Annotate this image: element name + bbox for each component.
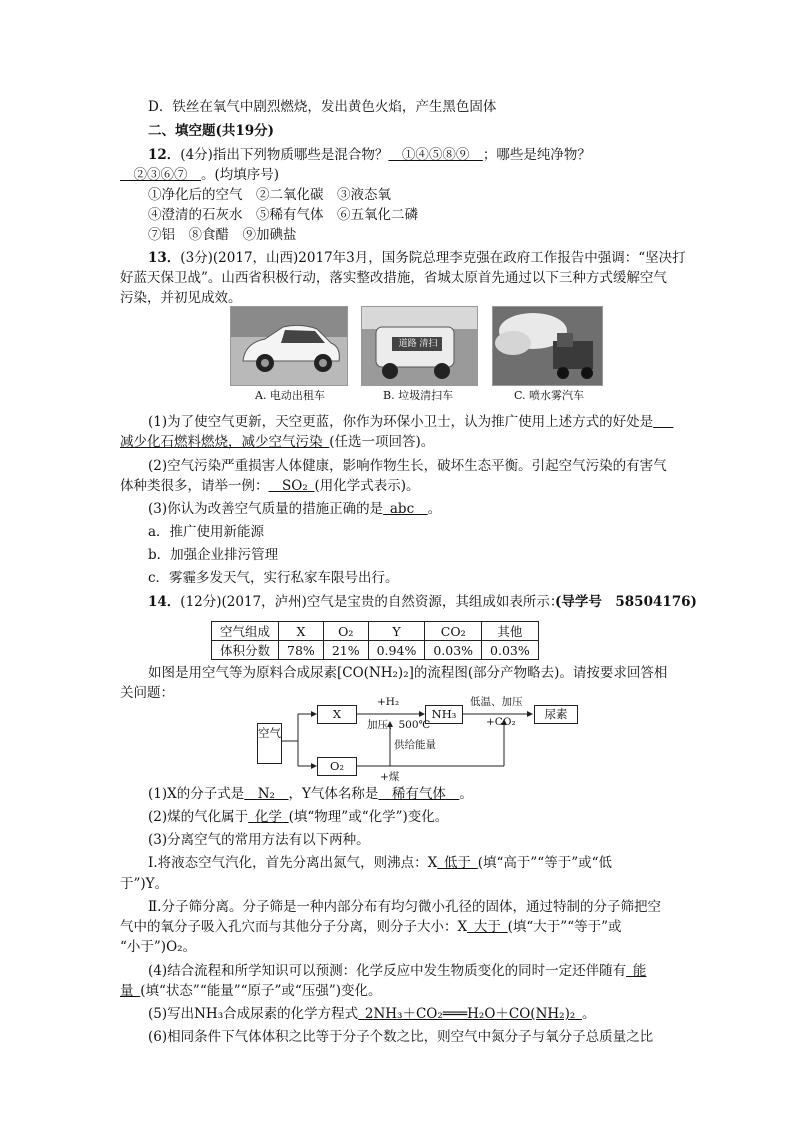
- q12-line1: [148, 145, 591, 165]
- q14-q3: (3)分离空气的常用方法有以下两种。: [148, 832, 370, 848]
- q13-p2-line1: (2)空气污染严重损害人体健康，影响作物生长，破坏生态平衡。引起空气污染的有害气: [148, 458, 667, 474]
- table-cell: 体积分数: [212, 641, 279, 660]
- q14-q3-ii-line3: “小于”)O₂。: [120, 939, 197, 955]
- flow-box-o2: O₂: [317, 757, 357, 776]
- q14-q1: (1)X的分子式是 N₂ ，Y气体名称是 稀有气体 。: [148, 786, 473, 802]
- q13-line2: 好蓝天保卫战”。山西省积极行动，落实整改措施，省城太原首先通过以下三种方式缓解空气: [120, 270, 667, 286]
- table-cell: 21%: [323, 641, 368, 660]
- table-row: [212, 641, 539, 660]
- flow-label-coal: +煤: [380, 771, 400, 783]
- q14-q4-answer-part1: 能: [632, 963, 647, 979]
- flow-label-co2: +CO₂: [486, 716, 516, 728]
- q12-prompt: (4分)指出下列物质哪些是混合物？: [180, 147, 389, 163]
- table-cell: 0.03%: [482, 641, 539, 660]
- q14-q3-i: Ⅰ.将液态空气汽化，首先分离出氮气，则沸点：X 低于 (填“高于”“等于”或“低: [148, 855, 613, 871]
- q12-items-3: ⑦铝 ⑧食醋 ⑨加碘盐: [148, 227, 297, 243]
- q12-answer-mixture: ①④⑤⑧⑨: [401, 147, 470, 163]
- q14-q5: (5)写出NH₃合成尿素的化学方程式 2NH₃＋CO₂═══H₂O＋CO(NH₂)₂ 。: [148, 1006, 596, 1022]
- q14-q1-answer-y: 稀有气体: [391, 786, 446, 802]
- table-cell: O₂: [323, 622, 368, 641]
- flow-box-nh3: NH₃: [425, 705, 463, 724]
- flow-box-x: X: [317, 705, 357, 724]
- q14-intro1: 如图是用空气等为原料合成尿素[CO(NH₂)₂]的流程图(部分产物略去)。请按要求回答相: [148, 665, 668, 681]
- q14-q2-answer: 化学: [254, 809, 282, 825]
- air-composition-table: [211, 621, 539, 660]
- q12-number: 12．: [148, 147, 181, 163]
- q12-note: 。(均填序号): [201, 167, 280, 183]
- q14-q2: (2)煤的气化属于 化学 (填“物理”或“化学”)变化。: [148, 809, 449, 825]
- q14-q3-i-cont: 于”)Y。: [120, 876, 169, 892]
- q13-p2-line2: 体种类很多，请举一例： SO₂ (用化学式表示)。: [120, 478, 420, 494]
- flow-label-h2: +H₂: [377, 696, 400, 708]
- q12-prompt-mid: ；哪些是纯净物？: [482, 147, 591, 163]
- q13-line1: 13．(3分)(2017，山西)2017年3月，国务院总理李克强在政府工作报告中强调：“坚决打: [148, 250, 686, 266]
- q13-option-b: b．加强企业排污管理: [148, 547, 279, 563]
- q12-items-2: ④澄清的石灰水 ⑤稀有气体 ⑥五氧化二磷: [148, 207, 418, 223]
- q14-q3-ii-answer: 大于: [473, 919, 501, 935]
- caption-c: C. 喷水雾汽车: [514, 389, 585, 402]
- caption-a: A. 电动出租车: [255, 389, 325, 402]
- table-cell: 78%: [279, 641, 324, 660]
- table-cell: 空气组成: [212, 622, 279, 641]
- q12-line2: [120, 165, 279, 185]
- q14-q6: (6)相同条件下气体体积之比等于分子个数之比，则空气中氮分子与氧分子总质量之比: [148, 1029, 654, 1045]
- q14-guide-number: (导学号 58504176): [555, 594, 697, 610]
- q13-number: 13: [148, 250, 167, 266]
- q14-q1-answer-x: N₂: [257, 786, 275, 802]
- q14-q3-ii-line2: 气中的氧分子吸入孔穴而与其他分子分离，则分子大小：X 大于 (填“大于”“等于”或: [120, 919, 622, 935]
- q11-option-d: D．铁丝在氧气中剧烈燃烧，发出黄色火焰，产生黑色固体: [148, 99, 497, 115]
- table-cell: Y: [368, 622, 425, 641]
- q13-line3: 污染，并初见成效。: [120, 290, 242, 306]
- q14-line1: 14．(12分)(2017，泸州)空气是宝贵的自然资源，其组成如表所示：: [148, 594, 564, 610]
- q14-q3-i-answer: 低于: [443, 855, 471, 871]
- q12-answer-pure: ②③⑥⑦: [133, 167, 188, 183]
- q14-q4-line2: 量 (填“状态”“能量”“原子”或“压强”)变化。: [120, 983, 382, 999]
- q13-option-a: a．推广使用新能源: [148, 524, 265, 540]
- flow-label-cond2: 低温、加压: [470, 696, 523, 708]
- q13-p1-line2: 减少化石燃料燃烧，减少空气污染 (任选一项回答)。: [120, 434, 435, 450]
- q13-p1-answer: 减少化石燃料燃烧，减少空气污染: [120, 434, 323, 450]
- flow-label-energy: 供给能量: [394, 739, 436, 751]
- q14-intro2: 关问题：: [120, 685, 174, 701]
- q13-p1-line1: (1)为了使空气更新，天空更蓝，你作为环保小卫士，认为推广使用上述方式的好处是: [148, 414, 654, 430]
- q13-p3-answer: abc: [389, 501, 415, 517]
- photo-electric-taxi: [230, 306, 348, 386]
- table-cell: 0.03%: [425, 641, 482, 660]
- flow-box-urea: 尿素: [534, 705, 578, 724]
- flow-label-cond1: 加压、500℃: [367, 719, 431, 731]
- q12-items-1: ①净化后的空气 ②二氧化碳 ③液态氧: [148, 187, 391, 203]
- table-cell: X: [279, 622, 324, 641]
- q14-q4-line1: (4)结合流程和所学知识可以预测：化学反应中发生物质变化的同时一定还伴随有 能: [148, 963, 647, 979]
- q13-p2-answer: SO₂: [282, 478, 308, 494]
- truck-sign: 道路 清扫: [398, 339, 438, 349]
- section-title: 二、填空题(共19分): [148, 123, 275, 139]
- caption-b: B. 垃圾清扫车: [383, 389, 454, 402]
- q14-q4-answer-part2: 量: [120, 983, 134, 999]
- q14-q3-ii-line1: Ⅱ.分子筛分离。分子筛是一种内部分布有均匀微小孔径的固体，通过特制的分子筛把空: [148, 899, 661, 915]
- q13-p3: (3)你认为改善空气质量的措施正确的是 abc 。: [148, 501, 442, 517]
- flow-box-air: 空气: [257, 723, 282, 764]
- table-cell: 0.94%: [368, 641, 425, 660]
- table-cell: CO₂: [425, 622, 482, 641]
- photo-mist-cannon-truck: [492, 306, 603, 386]
- photo-street-sweeper: [361, 306, 478, 386]
- table-cell: 其他: [482, 622, 539, 641]
- q13-option-c: c．雾霾多发天气，实行私家车限号出行。: [148, 570, 399, 586]
- q14-q5-answer: 2NH₃＋CO₂═══H₂O＋CO(NH₂)₂: [364, 1006, 576, 1022]
- table-header-row: [212, 622, 539, 641]
- q14-number: 14: [148, 594, 167, 610]
